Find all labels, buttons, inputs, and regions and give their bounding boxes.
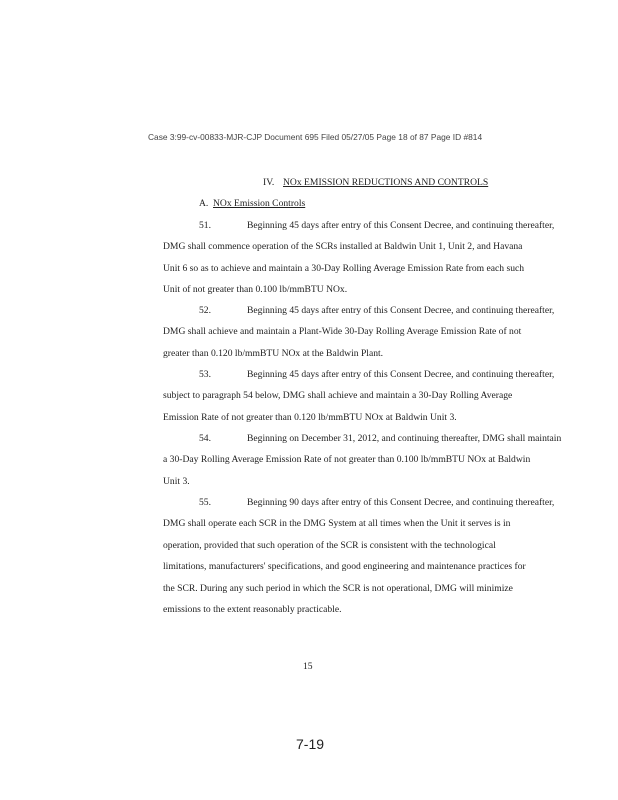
paragraph-line: Beginning 90 days after entry of this Consent Decree, and continuing thereafter, (247, 497, 555, 508)
paragraph-number: 54. (199, 433, 211, 444)
paragraph-line: Beginning 45 days after entry of this Consent Decree, and continuing thereafter, (247, 220, 555, 231)
paragraph-number: 51. (199, 220, 211, 231)
page-number: 15 (303, 661, 313, 672)
paragraph-line: a 30-Day Rolling Average Emission Rate of not greater than 0.100 lb/mmBTU NOx at Baldwin (163, 454, 531, 466)
paragraph-line: DMG shall achieve and maintain a Plant-Wide 30-Day Rolling Average Emission Rate of not (163, 326, 522, 338)
paragraph-number: 55. (199, 497, 211, 508)
paragraph-line: Beginning 45 days after entry of this Consent Decree, and continuing thereafter, (247, 369, 555, 380)
paragraph-line: subject to paragraph 54 below, DMG shall achieve and maintain a 30-Day Rolling Average (163, 390, 513, 402)
paragraph-line: Unit 3. (163, 475, 190, 487)
paragraph-line: Emission Rate of not greater than 0.120 lb/mmBTU NOx at Baldwin Unit 3. (163, 411, 457, 423)
paragraph-line: Unit of not greater than 0.100 lb/mmBTU NOx. (163, 284, 348, 296)
paragraph-line: Beginning on December 31, 2012, and continuing thereafter, DMG shall maintain (247, 433, 562, 444)
paragraph-number: 52. (199, 305, 211, 316)
paragraph-line: limitations, manufacturers' specifications, and good engineering and maintenance practices for (163, 561, 526, 573)
case-header: Case 3:99-cv-00833-MJR-CJP Document 695 Filed 05/27/05 Page 18 of 87 Page ID #814 (148, 132, 483, 142)
paragraph-line: Beginning 45 days after entry of this Consent Decree, and continuing thereafter, (247, 305, 555, 316)
paragraph-line: Unit 6 so as to achieve and maintain a 30-Day Rolling Average Emission Rate from each such (163, 262, 525, 274)
paragraph-number: 53. (199, 369, 211, 380)
paragraph-line: emissions to the extent reasonably practicable. (163, 604, 342, 615)
paragraph-line: operation, provided that such operation of the SCR is consistent with the technological (163, 539, 496, 551)
paragraph-line: the SCR. During any such period in which the SCR is not operational, DMG will minimize (163, 582, 513, 594)
subsection-letter: A. (199, 198, 209, 209)
exhibit-page-number: 7-19 (296, 736, 325, 752)
paragraph-line: DMG shall operate each SCR in the DMG System at all times when the Unit it serves is in (163, 518, 511, 530)
section-number: IV. (263, 177, 275, 188)
section-title: NOx EMISSION REDUCTIONS AND CONTROLS (283, 177, 489, 188)
subsection-title: NOx Emission Controls (213, 198, 306, 209)
paragraph-line: greater than 0.120 lb/mmBTU NOx at the Baldwin Plant. (163, 347, 384, 359)
paragraph-line: DMG shall commence operation of the SCRs installed at Baldwin Unit 1, Unit 2, and Havana (163, 241, 523, 253)
